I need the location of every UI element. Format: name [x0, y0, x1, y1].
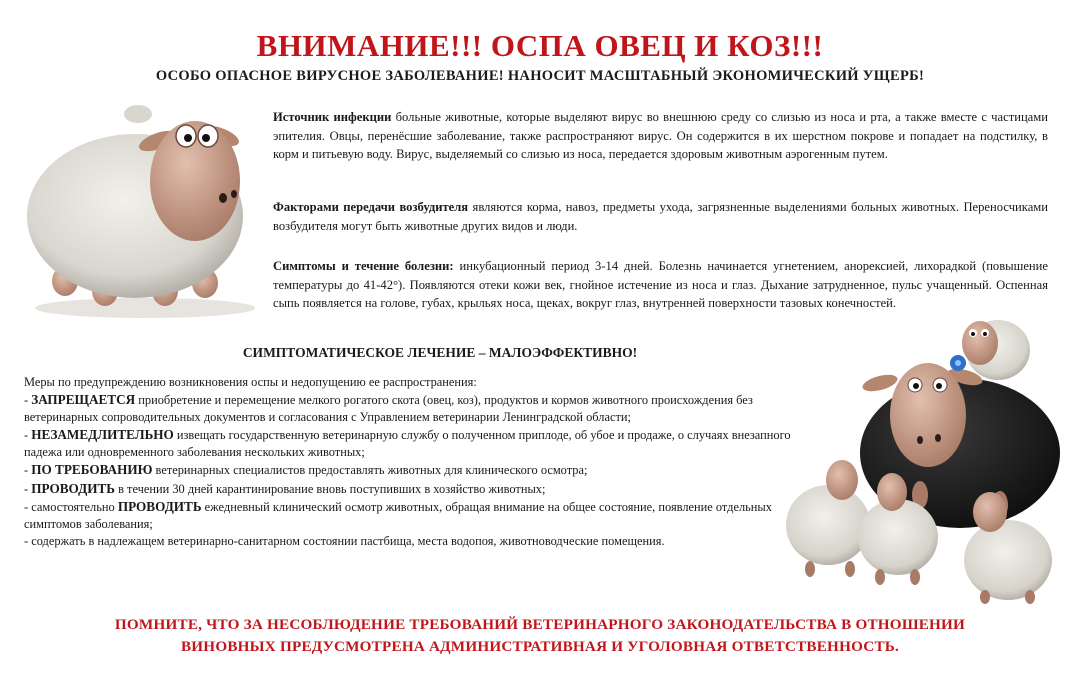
infection-source-text: больные животные, которые выделяют вирус во внешнюю среду со слизью из носа и рта, а также вместе с частицами эпителия. Овцы, перенёсшие заболевание, также распространяют вирус. Он содержится в их шерстном покрове и попадает на подстилку, в корм и питьевую воду. Вирус, выделяемый со слизью из носа, передается здоровым животным аэрогенным путем.	[273, 110, 1048, 162]
symptoms-label: Симптомы и течение болезни:	[273, 259, 454, 273]
list-item: - ЗАПРЕЩАЕТСЯ приобретение и перемещение мелкого рогатого скота (овец, коз), продуктов и кормов животного происхождения без ветеринарных сопроводительных документов и согласования с Управлением ветеринарии Ленинградской области;	[24, 392, 753, 425]
poster-subtitle: ОСОБО ОПАСНОЕ ВИРУСНОЕ ЗАБОЛЕВАНИЕ! НАНОСИТ МАСШТАБНЫЙ ЭКОНОМИЧЕСКИЙ УЩЕРБ!	[155, 68, 925, 84]
legal-warning	[0, 614, 1080, 658]
list-item: - НЕЗАМЕДЛИТЕЛЬНО извещать государственную ветеринарную службу о полученном приплоде, об убое и продаже, о случаях внезапного падежа или одновременного заболевания нескольких животных;	[24, 427, 791, 460]
transmission-factors-text: являются корма, навоз, предметы ухода, загрязненные выделениями больных животных. Переносчиками возбудителя могут быть животные других видов и люди.	[273, 200, 1049, 233]
legal-warning-line-1: ПОМНИТЕ, ЧТО ЗА НЕСОБЛЮДЕНИЕ ТРЕБОВАНИЙ ВЕТЕРИНАРНОГО ЗАКОНОДАТЕЛЬСТВА В ОТНОШЕНИИ	[114, 616, 966, 633]
symptoms-text: инкубационный период 3-14 дней. Болезнь начинается угнетением, анорексией, лихорадкой (повышение температуры до 41-42°). Появляются отеки кожи век, гнойное истечение из носа и глаз. Дыхание затрудненное, пульс учащенный. Оспенная сыпь появляется на голове, губах, крыльях носа, щеках, вокруг глаз, внутренней поверхности тазовых конечностей.	[273, 259, 1048, 311]
poster-title: ВНИМАНИЕ!!! ОСПА ОВЕЦ И КОЗ!!!	[256, 28, 824, 63]
transmission-factors-paragraph	[273, 198, 1048, 235]
list-item: - самостоятельно ПРОВОДИТЬ ежедневный клинический осмотр животных, обращая внимание на общее состояние, появление отдельных симптомов заболевания;	[24, 498, 772, 531]
white-sheep-illustration	[20, 96, 270, 321]
list-item: - содержать в надлежащем ветеринарно-санитарном состоянии пастбища, места водопоя, животноводческие помещения.	[24, 533, 665, 548]
infection-source-paragraph	[273, 108, 1048, 164]
measures-intro: Меры по предупреждению возникновения оспы и недопущению ее распространения:	[24, 375, 477, 389]
list-item: - ПО ТРЕБОВАНИЮ ветеринарных специалистов предоставлять животных для клинического осмотра;	[24, 462, 588, 478]
list-item: - ПРОВОДИТЬ в течении 30 дней карантинирование вновь поступивших в хозяйство животных;	[24, 480, 546, 496]
prevention-measures-list	[24, 374, 819, 550]
treatment-heading: СИМПТОМАТИЧЕСКОЕ ЛЕЧЕНИЕ – МАЛОЭФФЕКТИВНО!	[242, 345, 638, 360]
infection-source-label: Источник инфекции	[273, 110, 392, 124]
legal-warning-line-2: ВИНОВНЫХ ПРЕДУСМОТРЕНА АДМИНИСТРАТИВНАЯ И УГОЛОВНАЯ ОТВЕТСТВЕННОСТЬ.	[180, 638, 900, 655]
transmission-factors-label: Факторами передачи возбудителя	[273, 200, 469, 214]
sheep-family-illustration	[780, 305, 1070, 605]
